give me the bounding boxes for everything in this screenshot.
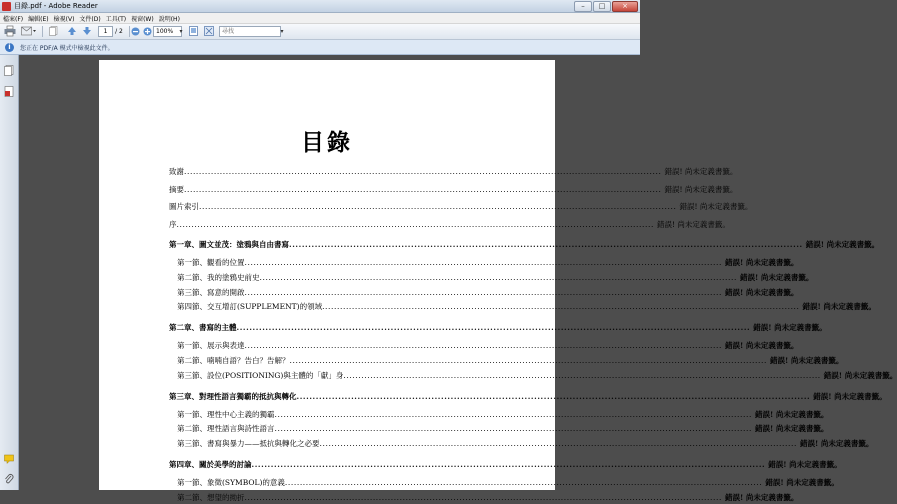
toc-entry-label: 圖片索引 [169,202,199,211]
minus-circle-icon [131,27,140,36]
toc-entry-label: 第一節、理性中心主義的獨霸 [177,409,275,419]
document-pages-icon [49,26,59,36]
toc-entry[interactable] [177,492,799,504]
toc-entry[interactable] [169,166,738,178]
toc-leader-dots: ................................................................................................................................................................ [343,370,821,380]
toc-page-reference: 錯誤! 尚未定義書籤。 [765,478,839,487]
toc-entry-label: 第三節、書寫與暴力——抵抗與轉化之必要 [177,439,320,449]
toc-leader-dots: ................................................................................................................................................................ [322,302,800,312]
toc-page-reference: 錯誤! 尚未定義書籤。 [823,370,897,380]
toc-page-reference: 錯誤! 尚未定義書籤。 [754,424,829,434]
toc-entry[interactable] [169,184,738,196]
toc-page-reference: 錯誤! 尚未定義書籤。 [753,323,827,333]
page-total-label: / 2 [115,27,123,35]
share-button[interactable] [20,26,38,36]
toc-entry[interactable] [177,355,844,367]
window-controls [574,1,638,12]
toc-entry[interactable] [177,272,814,284]
toc-leader-dots: ................................................................................................................................................................ [289,356,767,365]
toc-entry-label: 摘要 [169,184,184,194]
print-button[interactable] [3,26,17,36]
plus-circle-icon [143,27,152,36]
search-dropdown-chevron-icon[interactable]: ▾ [280,27,284,35]
toc-leader-dots: ................................................................................................................................................................ [244,258,722,267]
toc-leader-dots: ................................................................................................................................................................ [284,478,763,487]
expand-icon [204,26,214,36]
pdfa-info-bar [0,40,640,55]
toc-leader-dots: ................................................................................................................................................................ [199,202,677,211]
envelope-icon [21,26,37,36]
toc-entry-label: 致謝 [169,167,184,176]
search-input[interactable]: 尋找 [219,26,281,37]
window-title: 目錄.pdf - Adobe Reader [14,2,98,10]
toc-page-reference: 錯誤! 尚未定義書籤。 [769,356,844,365]
menu-edit[interactable]: 編輯(E) [28,15,49,23]
pdfa-message: 您正在 PDF/A 模式中檢視此文件。 [20,44,114,52]
toc-page-reference: 錯誤! 尚未定義書籤。 [805,240,880,249]
toc-entry-label: 第四章、關於美學的討論 [169,460,252,469]
title-bar [0,0,640,13]
menu-document[interactable]: 文件(D) [79,15,101,23]
toc-leader-dots: ................................................................................................................................................................ [259,272,737,282]
toc-entry[interactable] [177,287,799,299]
toc-entry[interactable] [169,219,730,231]
toc-leader-dots: ................................................................................................................................................................ [244,492,722,502]
fit-page-button[interactable] [187,26,199,36]
printer-icon [4,26,16,36]
page-number-input[interactable]: 1 [98,26,113,37]
toc-entry[interactable] [177,340,799,352]
pages-panel-icon[interactable] [4,65,14,76]
minimize-button[interactable]: – [574,1,592,12]
toolbar-separator [42,26,43,37]
pdf-page [99,60,897,502]
toc-page-reference: 錯誤! 尚未定義書籤。 [802,302,876,312]
toc-entry[interactable] [169,391,887,403]
toc-entry[interactable] [177,477,839,489]
toc-page-reference: 錯誤! 尚未定義書籤。 [754,409,829,419]
toc-entry[interactable] [177,438,874,450]
toc-entry[interactable] [169,201,753,213]
pages-button[interactable] [47,26,61,36]
toc-title: 目錄 [301,129,353,156]
toc-entry[interactable] [177,257,799,269]
toc-leader-dots: ................................................................................................................................................................ [236,323,751,333]
toc-entry[interactable] [177,423,829,435]
navigation-panel [0,55,19,490]
chevron-down-icon[interactable]: ▾ [179,27,183,35]
toc-page-reference: 錯誤! 尚未定義書籤。 [664,167,738,176]
menu-tools[interactable]: 工具(T) [105,15,127,23]
toc-page-reference: 錯誤! 尚未定義書籤。 [724,492,799,502]
toc-leader-dots: ................................................................................................................................................................ [289,240,803,249]
toc-entry-label: 第一節、觀看的位置 [177,258,245,267]
toc-entry-label: 第二節、理性語言與詩性語言 [177,424,275,434]
toc-page-reference: 錯誤! 尚未定義書籤。 [664,184,738,194]
menu-view[interactable]: 檢視(V) [53,15,75,23]
attachments-panel-icon[interactable] [4,86,14,97]
toc-entry[interactable] [169,239,880,251]
toc-page-reference: 錯誤! 尚未定義書籤。 [679,202,753,211]
toc-entry[interactable] [177,409,829,421]
toc-leader-dots: ................................................................................................................................................................ [176,219,654,229]
toc-page-reference: 錯誤! 尚未定義書籤。 [656,219,730,229]
menu-bar [0,13,640,24]
toc-leader-dots: ................................................................................................................................................................ [244,341,722,351]
toc-page-reference: 錯誤! 尚未定義書籤。 [768,460,842,469]
toc-leader-dots: ................................................................................................................................................................ [274,409,752,419]
toc-leader-dots: ................................................................................................................................................................ [184,184,662,194]
toc-leader-dots: ................................................................................................................................................................ [296,391,811,401]
fit-page-icon [189,26,198,36]
toc-entry[interactable] [169,322,827,334]
toc-page-reference: 錯誤! 尚未定義書籤。 [724,341,799,351]
menu-help[interactable]: 說明(H) [158,15,180,23]
info-icon: i [5,43,14,52]
toc-leader-dots: ................................................................................................................................................................ [244,287,722,297]
toc-page-reference: 錯誤! 尚未定義書籤。 [724,258,799,267]
arrow-down-icon [82,26,92,36]
document-viewer[interactable] [19,55,897,502]
toc-entry-label: 序 [169,219,177,229]
toc-leader-dots: ................................................................................................................................................................ [319,439,797,449]
toc-entry-label: 第二節、喃喃自語？告白？告解？ [177,356,290,365]
toc-entry[interactable] [177,370,897,382]
toc-page-reference: 錯誤! 尚未定義書籤。 [813,391,887,401]
arrow-up-icon [67,26,77,36]
toc-entry-label: 第三章、對理性語言獨霸的抵抗與轉化 [169,391,297,401]
toolbar [0,24,640,40]
toc-leader-dots: ................................................................................................................................................................ [274,424,752,434]
previous-page-button[interactable] [66,26,78,36]
zoom-select[interactable]: 100% [153,26,182,37]
toc-entry-label: 第二節、我的塗鴉史前史 [177,272,260,282]
comments-icon[interactable] [4,453,14,464]
next-page-button[interactable] [81,26,93,36]
toc-page-reference: 錯誤! 尚未定義書籤。 [799,439,874,449]
toc-entry-label: 第一節、象徵(SYMBOL)的意義 [177,478,285,487]
toc-entry-label: 第三節、寫意的開啟 [177,287,245,297]
close-button[interactable]: × [612,1,638,12]
toc-page-reference: 錯誤! 尚未定義書籤。 [739,272,814,282]
maximize-button[interactable]: □ [593,1,611,12]
zoom-in-button[interactable] [142,26,153,36]
toc-page-reference: 錯誤! 尚未定義書籤。 [724,287,799,297]
toc-entry[interactable] [169,459,842,471]
toc-entry-label: 第三節、設位(POSITIONING)與主體的「獻」身 [177,370,344,380]
toc-entry-label: 第一章、圖文並茂：塗鴉與自由書寫 [169,240,289,249]
toc-entry-label: 第二節、想望的拗折 [177,492,245,502]
toc-leader-dots: ................................................................................................................................................................ [184,167,662,176]
full-screen-button[interactable] [203,26,215,36]
adobe-reader-icon [2,2,11,11]
toc-entry[interactable] [177,301,876,313]
toc-entry-label: 第二章、書寫的主體 [169,323,237,333]
menu-window[interactable]: 視窗(W) [131,15,154,23]
toc-leader-dots: ................................................................................................................................................................ [251,460,766,469]
toc-entry-label: 第一節、展示與表達 [177,341,245,351]
menu-file[interactable]: 檔案(F) [3,15,24,23]
toc-entry-label: 第四節、交互增訂(SUPPLEMENT)的領域 [177,302,323,312]
zoom-out-button[interactable] [130,26,141,36]
paperclip-icon[interactable] [4,474,14,485]
